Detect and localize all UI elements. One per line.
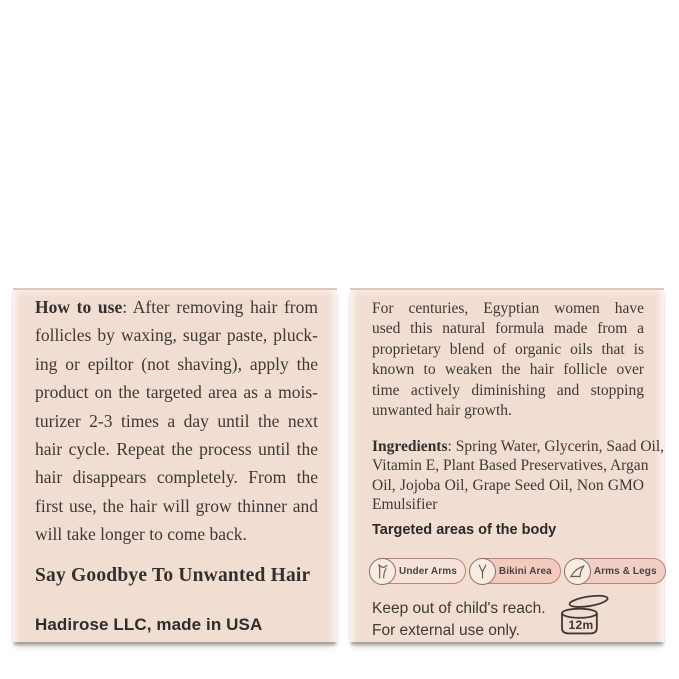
badge-label: Bikini Area xyxy=(498,565,552,577)
badge-label: Arms & Legs xyxy=(593,565,657,577)
badge-under-arms xyxy=(370,558,466,584)
text-line: first use, the hair will grow thinner and xyxy=(35,495,318,516)
text-line: For external use only. xyxy=(372,622,520,639)
bikini-icon xyxy=(469,558,496,585)
badge-label: Under Arms xyxy=(399,565,457,577)
badge-arms-legs xyxy=(565,558,666,584)
panel-how-to-use xyxy=(13,288,337,642)
manufacturer-line: Hadirose LLC, made in USA xyxy=(35,615,263,634)
text-line: known to weaken the hair follicle over xyxy=(372,361,644,379)
text-line: will take longer to come back. xyxy=(35,524,247,545)
text-line: How to use: After removing hair from xyxy=(35,297,318,317)
underarm-icon xyxy=(369,558,396,585)
text-line: product on the targeted area as a mois- xyxy=(35,382,318,403)
brand-story-paragraph xyxy=(372,299,644,421)
text-line: For centuries, Egyptian women have xyxy=(372,300,644,317)
text-line: Ingredients: Spring Water, Glycerin, Saad Oil, xyxy=(372,438,665,455)
how-to-use-paragraph xyxy=(35,293,318,549)
text-line: Oil, Jojoba Oil, Grape Seed Oil, Non GMO xyxy=(372,476,644,494)
targeted-areas-badges xyxy=(370,558,657,584)
text-line: ing or epiltor (not shaving), apply the xyxy=(35,353,318,374)
tagline-text: Say Goodbye To Unwanted Hair xyxy=(35,565,311,586)
text-line: follicles by waxing, sugar paste, pluck- xyxy=(35,325,318,346)
text-line: hair cycle. Repeat the process until the xyxy=(35,439,318,460)
badge-bikini-area xyxy=(470,558,561,584)
text-line: proprietary blend of organic oils that is xyxy=(372,340,644,358)
text-line: time actively diminishing and stopping xyxy=(372,381,644,399)
panel-info xyxy=(350,288,664,642)
text-line: Vitamin E, Plant Based Preservatives, Argan xyxy=(372,457,649,475)
text-line: used this natural formula made from a xyxy=(372,320,644,338)
text-line: unwanted hair growth. xyxy=(372,402,512,420)
targeted-areas-heading: Targeted areas of the body xyxy=(372,522,557,538)
warning-text xyxy=(372,598,554,642)
text-line: turizer 2-3 times a day until the next xyxy=(35,410,318,431)
open-jar-icon xyxy=(556,594,612,638)
text-line: Emulsifier xyxy=(372,496,438,514)
text-line: hair disappears completely. From the xyxy=(35,467,318,488)
text-line: Keep out of child's reach. xyxy=(372,600,546,617)
ingredients-paragraph xyxy=(372,437,665,515)
legs-icon xyxy=(564,558,591,585)
period-after-opening-label: 12m xyxy=(568,618,594,632)
